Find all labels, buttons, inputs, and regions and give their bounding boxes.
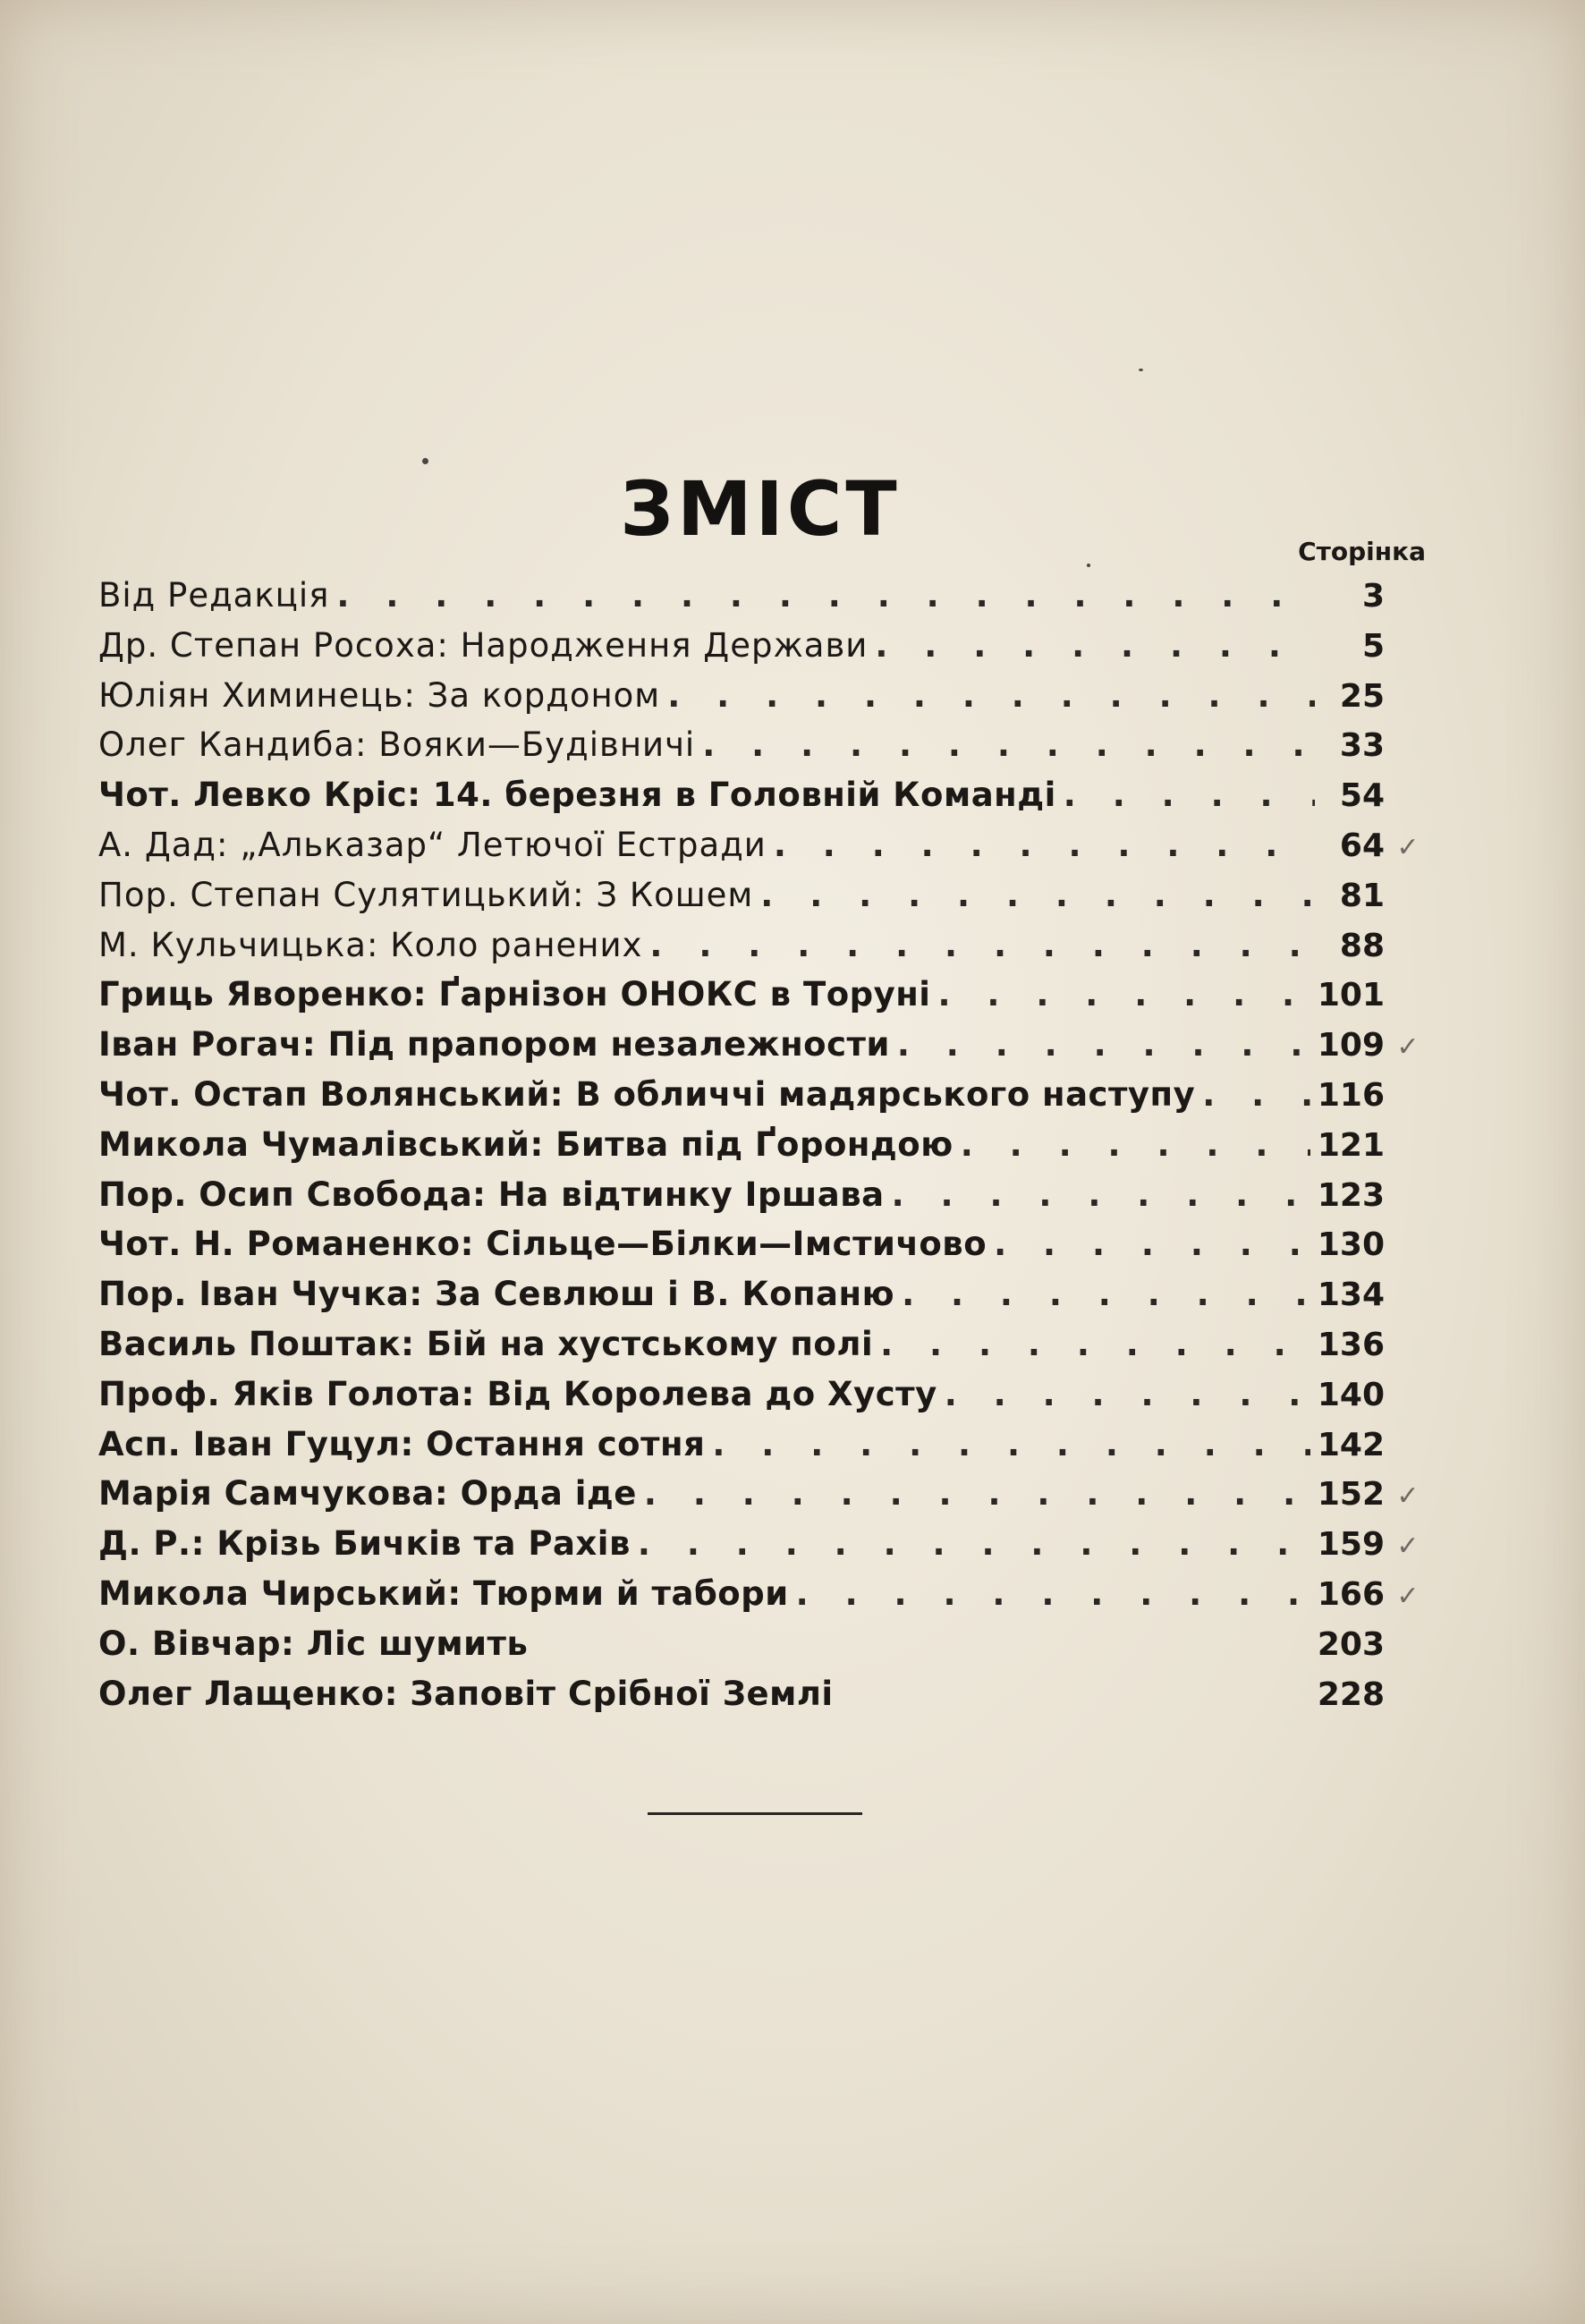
toc-entry-page: 121 [1317, 1126, 1385, 1164]
toc-entry [98, 1375, 1428, 1425]
toc-entry [98, 876, 1428, 926]
toc-entry-page: 159 [1317, 1526, 1385, 1564]
toc-entry-page: 3 [1361, 578, 1385, 615]
toc-entry-page: 5 [1361, 627, 1385, 665]
toc-entry [98, 725, 1428, 776]
toc-entry-page: 203 [1317, 1625, 1385, 1663]
dot-leader [702, 725, 1315, 764]
checkmark-icon: ✓ [1396, 831, 1420, 863]
toc-entry-page: 134 [1317, 1277, 1385, 1314]
dot-leader [336, 576, 1315, 615]
page-title: ЗМІСТ [620, 465, 901, 553]
dot-leader [945, 1375, 1310, 1413]
checkmark-icon: ✓ [1396, 1480, 1420, 1513]
toc-entry-page: 136 [1317, 1326, 1385, 1363]
toc-entry [98, 1574, 1428, 1624]
toc-entry-title: Олег Лащенко: Заповіт Срібної Землі [98, 1674, 834, 1713]
toc-entry-page: 142 [1317, 1426, 1385, 1463]
toc-entry-title: Пор. Степан Сулятицький: З Кошем [98, 875, 754, 914]
paper-speck [1139, 369, 1143, 371]
dot-leader [994, 1225, 1310, 1263]
toc-entry-page: 81 [1339, 877, 1385, 914]
toc-entry-page: 228 [1317, 1675, 1385, 1713]
toc-entry [98, 1275, 1428, 1325]
toc-entry-title: Іван Рогач: Під прапором незалежности [98, 1025, 890, 1064]
toc-entry [98, 676, 1428, 726]
checkmark-icon: ✓ [1396, 1531, 1420, 1563]
toc-entry [98, 1325, 1428, 1375]
toc-entry [98, 1175, 1428, 1226]
dot-leader [937, 975, 1310, 1014]
dot-leader [649, 926, 1315, 964]
toc-entry-title: Проф. Яків Голота: Від Королева до Хусту [98, 1374, 937, 1413]
dot-leader [902, 1275, 1310, 1313]
dot-leader [638, 1524, 1310, 1563]
dot-leader [796, 1574, 1310, 1613]
toc-entry-title: Микола Чирський: Тюрми й табори [98, 1573, 789, 1613]
toc-entry-title: Пор. Іван Чучка: За Севлюш і В. Копаню [98, 1275, 895, 1314]
toc-entry [98, 1474, 1428, 1524]
toc-entry-page: 123 [1317, 1176, 1385, 1214]
dot-leader [712, 1425, 1310, 1463]
toc-entry-title: Пор. Осип Свобода: На відтинку Іршава [98, 1175, 885, 1214]
toc-entry [98, 1524, 1428, 1574]
toc-entry-title: Василь Поштак: Бій на хустському полі [98, 1324, 874, 1363]
toc-entry [98, 1675, 1428, 1725]
dot-leader [667, 676, 1315, 715]
toc-entry-title: Чот. Левко Кріс: 14. березня в Головній Команді [98, 776, 1056, 815]
closing-rule [648, 1812, 862, 1815]
toc-entry [98, 626, 1428, 676]
toc-entry-title: Чот. Остап Волянський: В обличчі мадярського наступу [98, 1074, 1196, 1114]
toc-entry [98, 1425, 1428, 1475]
toc-entry [98, 975, 1428, 1025]
toc-entry-title: Д. Р.: Крізь Бичків та Рахів [98, 1524, 631, 1564]
toc-entry [98, 926, 1428, 976]
toc-entry-page: 116 [1317, 1076, 1385, 1114]
toc-entry [98, 1075, 1428, 1125]
toc-entry-page: 109 [1317, 1027, 1385, 1064]
toc-entry [98, 826, 1428, 876]
toc-entry-title: Олег Кандиба: Вояки—Будівничі [98, 725, 696, 765]
toc-entry-title: Марія Самчукова: Орда іде [98, 1474, 637, 1514]
toc-entry-title: Асп. Іван Гуцул: Остання сотня [98, 1424, 706, 1463]
toc-entry-page: 88 [1339, 927, 1385, 964]
dot-leader [774, 826, 1315, 864]
paper-speck [422, 458, 428, 464]
toc-entry-title: Др. Степан Росоха: Народження Держави [98, 625, 869, 665]
dot-leader [1202, 1075, 1310, 1114]
toc-entry [98, 1624, 1428, 1675]
toc-entry-page: 101 [1317, 977, 1385, 1014]
toc-entry-page: 140 [1317, 1376, 1385, 1413]
toc-entry-page: 54 [1339, 777, 1385, 815]
dot-leader [961, 1125, 1310, 1164]
toc-entry-title: О. Вівчар: Ліс шумить [98, 1624, 529, 1663]
toc-entry [98, 1125, 1428, 1175]
toc-entry-title: А. Дад: „Альказар“ Летючої Естради [98, 825, 767, 864]
toc-entry-title: Гриць Яворенко: Ґарнізон ОНОКС в Торуні [98, 975, 931, 1014]
dot-leader [892, 1175, 1310, 1214]
dot-leader [760, 876, 1315, 914]
toc-entry-page: 152 [1317, 1476, 1385, 1514]
toc-entry [98, 1225, 1428, 1275]
toc-entry-page: 130 [1317, 1226, 1385, 1264]
paper-speck [1087, 564, 1090, 567]
toc-entry-title: Від Редакція [98, 576, 330, 615]
toc-entry-page: 25 [1339, 677, 1385, 715]
dot-leader [875, 626, 1315, 665]
toc-entry [98, 576, 1428, 626]
toc-entry-page: 64 [1339, 827, 1385, 864]
checkmark-icon: ✓ [1396, 1580, 1420, 1612]
table-of-contents [98, 576, 1428, 1724]
toc-entry [98, 1025, 1428, 1075]
dot-leader [897, 1025, 1310, 1064]
toc-entry-title: Чот. Н. Романенко: Сільце—Білки—Імстичово [98, 1225, 987, 1264]
page-column-label: Сторінка [1298, 537, 1426, 566]
dot-leader [1064, 776, 1315, 814]
toc-entry-title: Микола Чумалівський: Битва під Ґорондою [98, 1124, 954, 1164]
dot-leader [644, 1474, 1310, 1513]
dot-leader [880, 1325, 1310, 1363]
toc-entry-title: М. Кульчицька: Коло ранених [98, 925, 643, 964]
toc-entry [98, 776, 1428, 826]
toc-entry-title: Юліян Химинець: За кордоном [98, 675, 661, 715]
toc-entry-page: 166 [1317, 1575, 1385, 1613]
checkmark-icon: ✓ [1396, 1031, 1420, 1064]
toc-entry-page: 33 [1339, 727, 1385, 765]
